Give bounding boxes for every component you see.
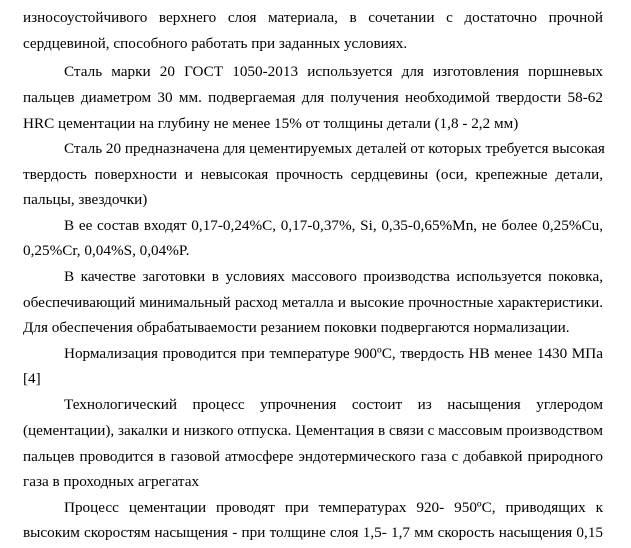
text-line: обеспечивающий минимальный расход металла и высокие прочностные характеристики.: [23, 294, 603, 311]
text-line: пальцев диаметром 30 мм. подвергаемая для получения необходимой твердости 58-62: [23, 89, 603, 106]
text-line: Процесс цементации проводят при температурах 920- 950ºС, приводящих к: [64, 499, 603, 516]
text-line: Технологический процесс упрочнения состоит из насыщения углеродом: [64, 396, 603, 413]
text-line: твердость поверхности и невысокая прочность сердцевины (оси, крепежные детали,: [23, 166, 603, 183]
text-line: Сталь марки 20 ГОСТ 1050-2013 используется для изготовления поршневых: [64, 63, 603, 80]
text-line: газа в проходных агрегатах: [23, 473, 200, 490]
text-line: сердцевиной, способного работать при заданных условиях.: [23, 35, 408, 52]
text-line: пальцы, звездочки): [23, 191, 148, 208]
text-line: В ее состав входят 0,17-0,24%С, 0,17-0,37%, Si, 0,35-0,65%Mn, не более 0,25%Cu,: [64, 217, 603, 234]
text-line: 0,25%Cr, 0,04%S, 0,04%P.: [23, 242, 190, 259]
text-line: пальцев проводится в газовой атмосфере эндотермического газа с добавкой природного: [23, 448, 603, 465]
text-line: Для обеспечения обрабатываемости резанием поковки подвергаются нормализации.: [23, 319, 570, 336]
text-line: Нормализация проводится при температуре 900ºС, твердость НВ менее 1430 МПа: [64, 345, 603, 362]
text-line: HRC цементации на глубину не менее 15% от толщины детали (1,8 - 2,2 мм): [23, 115, 519, 132]
text-line: износоустойчивого верхнего слоя материала, в сочетании с достаточно прочной: [23, 9, 603, 26]
text-line: В качестве заготовки в условиях массового производства используется поковка,: [64, 268, 603, 285]
text-line: Сталь 20 предназначена для цементируемых деталей от которых требуется высокая: [64, 140, 605, 157]
text-line: [4]: [23, 370, 41, 387]
text-line: (цементации), закалки и низкого отпуска. Цементация в связи с массовым производством: [23, 422, 604, 439]
text-line: высоким скоростям насыщения - при толщине слоя 1,5- 1,7 мм скорость насыщения 0,15: [23, 524, 603, 541]
